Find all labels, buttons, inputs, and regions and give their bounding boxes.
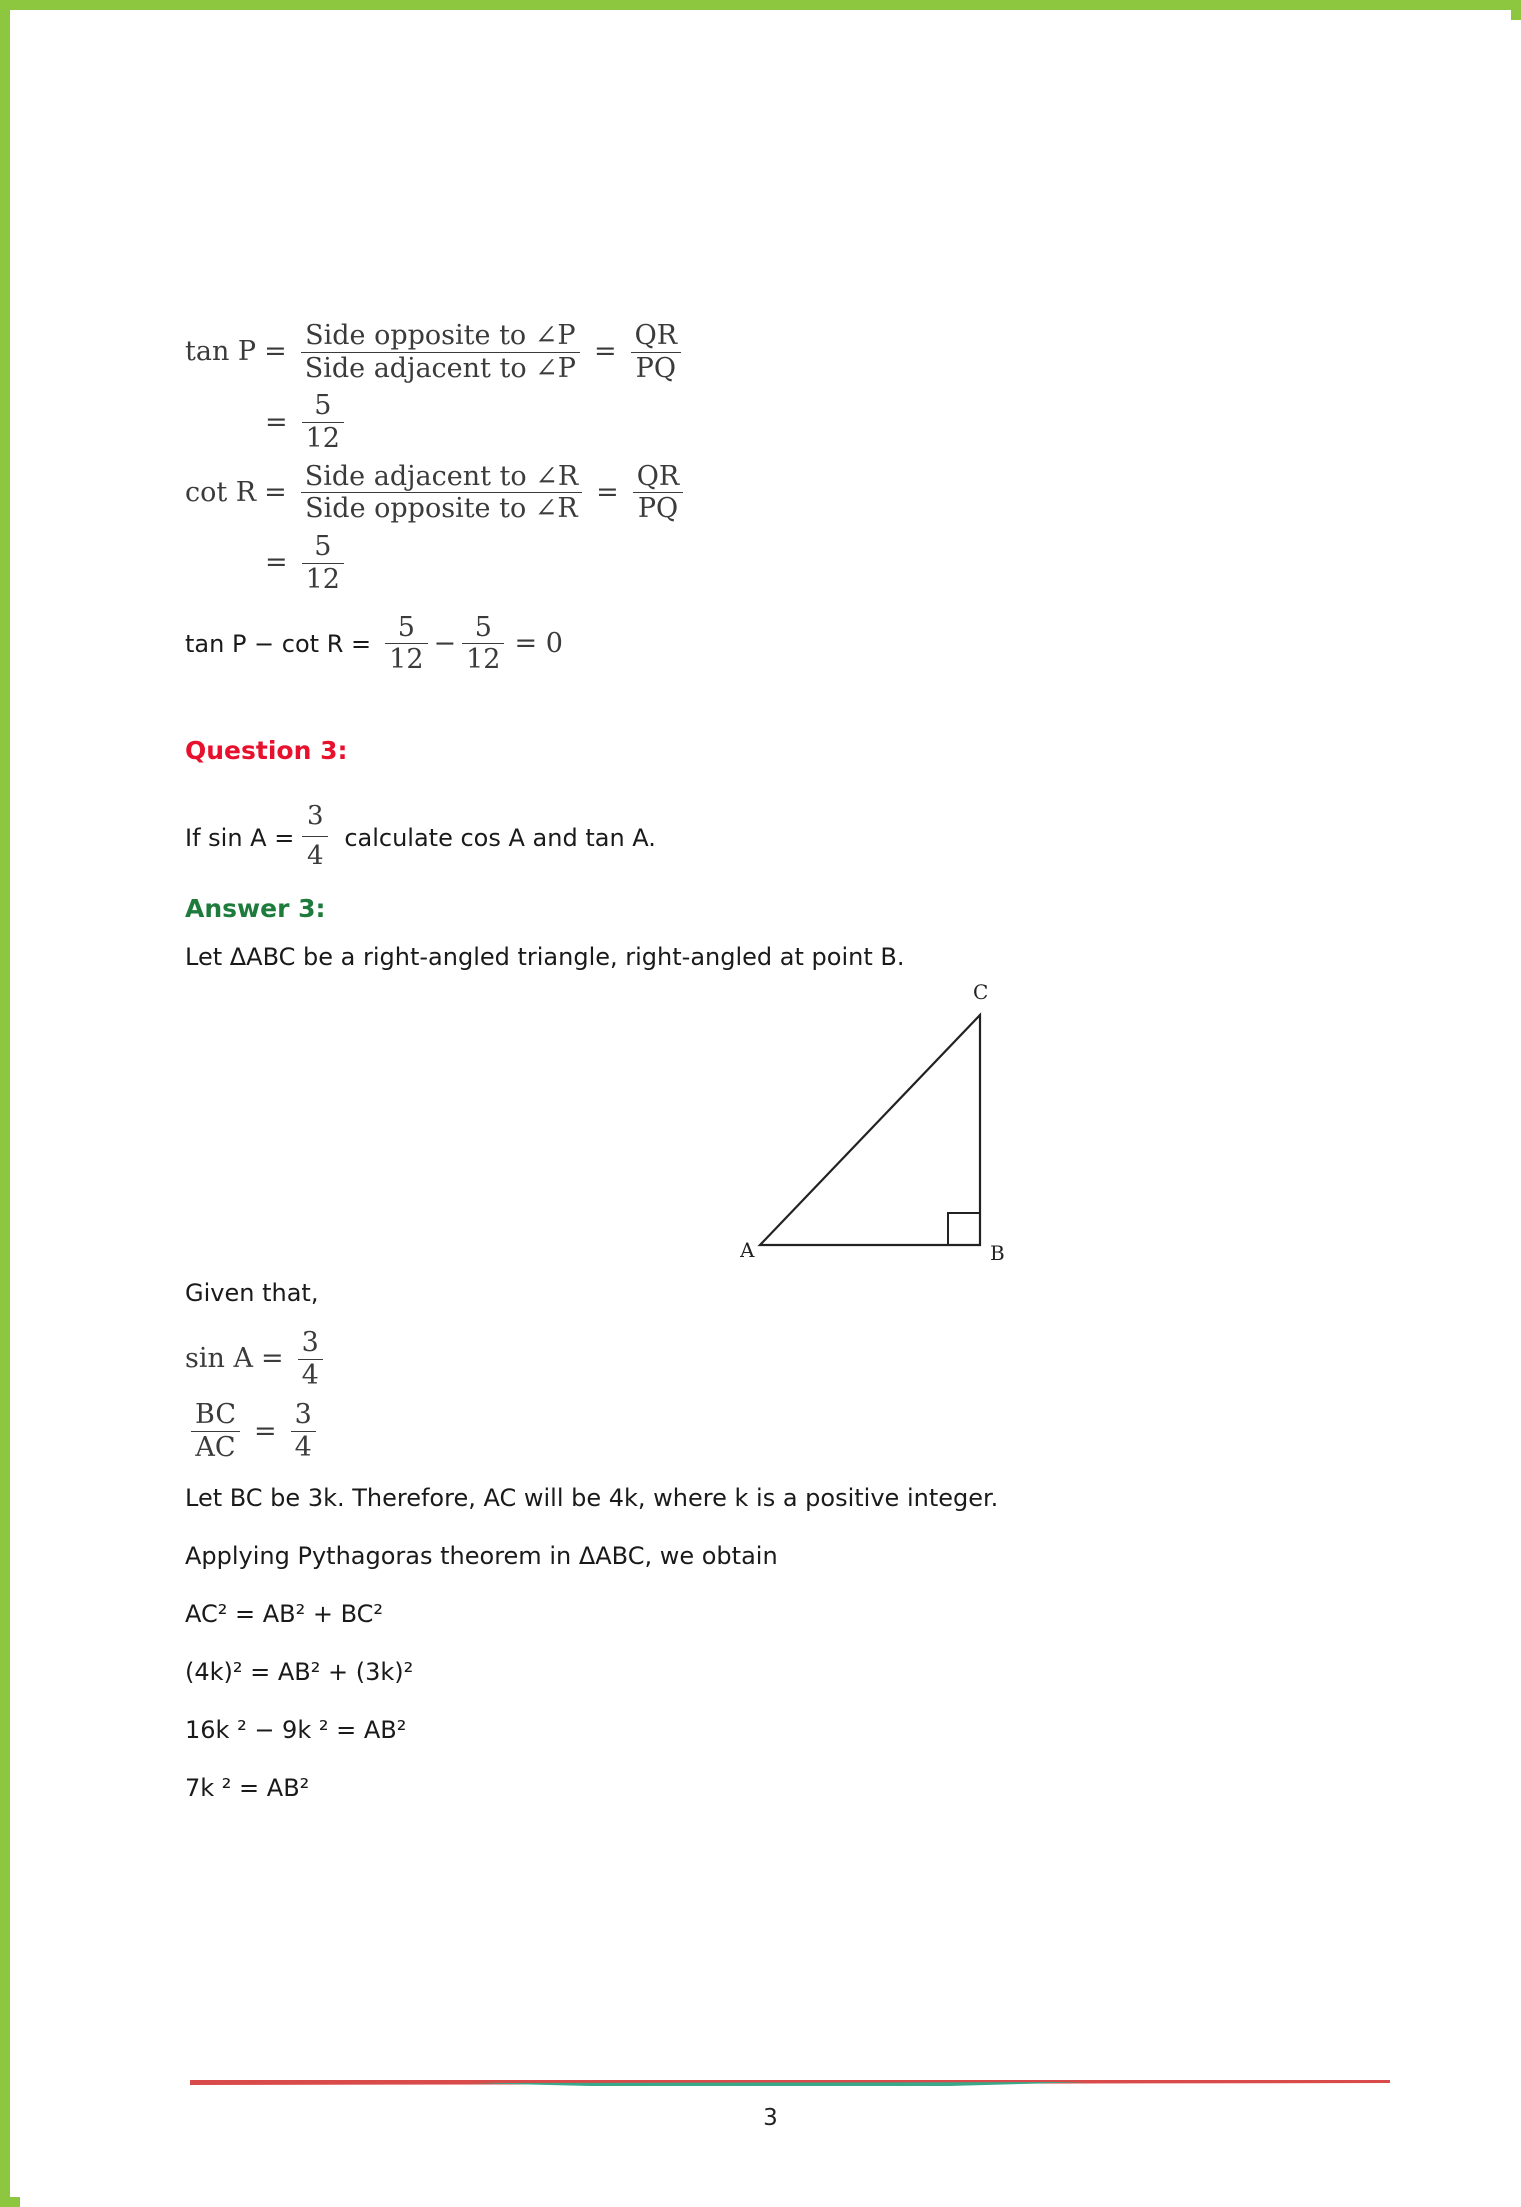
three-fourths-fraction xyxy=(291,1399,316,1463)
equals-sign: = xyxy=(254,1415,277,1447)
vertex-label-a: A xyxy=(740,1237,755,1262)
vertex-label-b: B xyxy=(990,1240,1005,1265)
equals-sign: = xyxy=(264,336,287,368)
five-twelfths-fraction-2 xyxy=(462,612,504,676)
tanP-minus-cotR-label: tan P − cot R = xyxy=(185,629,372,658)
fraction-denominator: 4 xyxy=(307,840,324,871)
fraction-numerator: 3 xyxy=(301,1326,319,1358)
fraction-numerator: 5 xyxy=(397,611,415,643)
step-line: 16k ² − 9k ² = AB² xyxy=(185,1715,407,1744)
fraction-numerator: QR xyxy=(636,460,680,492)
minus-sign: − xyxy=(433,627,457,659)
math-line-tanP xyxy=(185,320,1385,384)
fraction-numerator: 3 xyxy=(307,800,324,831)
fraction-denominator: 4 xyxy=(301,1359,319,1391)
right-angle-marker-icon xyxy=(948,1213,980,1245)
fraction-denominator: 4 xyxy=(294,1431,312,1463)
equals-sign: = xyxy=(593,336,617,368)
step-line: (4k)² = AB² + (3k)² xyxy=(185,1657,414,1686)
five-twelfths-fraction xyxy=(302,390,344,454)
fraction-numerator: 3 xyxy=(294,1399,312,1431)
step-line: 7k ² = AB² xyxy=(185,1773,310,1802)
footer-divider xyxy=(190,2075,1390,2089)
fraction-numerator: Side adjacent to ∠R xyxy=(304,460,579,492)
math-line-difference xyxy=(185,612,1385,676)
three-fourths-fraction xyxy=(298,1327,323,1391)
fraction-denominator: PQ xyxy=(637,493,679,525)
given-math-block xyxy=(185,1327,1385,1464)
tanP-label: tan P xyxy=(185,336,257,368)
five-twelfths-fraction-1 xyxy=(385,612,427,676)
triangle-figure-wrap xyxy=(185,975,1385,1275)
page-canvas xyxy=(20,20,1521,2207)
fraction-numerator: BC xyxy=(195,1399,237,1431)
equals-sign: = xyxy=(265,547,288,579)
question-text-before: If sin A = xyxy=(185,824,295,853)
bc-over-ac-fraction xyxy=(191,1399,240,1463)
fraction-denominator: PQ xyxy=(635,352,676,384)
fraction-numerator: Side opposite to ∠P xyxy=(305,320,576,351)
math-block-tanP-cotR xyxy=(185,320,1385,596)
ratio-fraction-p xyxy=(301,320,580,384)
math-line-cotR xyxy=(185,461,1385,525)
fraction-numerator: QR xyxy=(634,320,678,351)
question-3-text xyxy=(185,799,1385,878)
answer-3-heading: Answer 3: xyxy=(185,893,326,923)
qr-pq-fraction xyxy=(633,461,683,525)
step-line: Applying Pythagoras theorem in ΔABC, we obtain xyxy=(185,1541,778,1570)
fraction-denominator: Side adjacent to ∠P xyxy=(304,352,576,384)
given-math-line-1 xyxy=(185,1327,1385,1391)
solution-steps xyxy=(185,1480,1385,1806)
equals-sign: = xyxy=(260,1343,284,1375)
five-twelfths-fraction xyxy=(302,531,344,595)
given-that-label: Given that, xyxy=(185,1278,319,1307)
difference-result: = 0 xyxy=(514,627,563,659)
answer-3-line-1: Let ΔABC be a right-angled triangle, right-angled at point B. xyxy=(185,942,905,971)
fraction-denominator: 12 xyxy=(305,423,340,455)
document-content xyxy=(185,320,1385,1806)
triangle-shape xyxy=(760,1015,980,1245)
fraction-numerator: 5 xyxy=(314,531,332,563)
math-line-tanP-value xyxy=(257,390,1385,454)
fraction-denominator: 12 xyxy=(466,644,501,676)
qr-pq-fraction xyxy=(631,320,681,384)
fraction-denominator: 12 xyxy=(389,644,424,676)
equals-sign: = xyxy=(264,477,287,509)
triangle-abc-figure xyxy=(740,975,1040,1279)
fraction-numerator: 5 xyxy=(314,390,332,422)
footer-divider-svg xyxy=(190,2076,1390,2090)
fraction-denominator: AC xyxy=(195,1431,236,1463)
equals-sign: = xyxy=(265,406,288,438)
question-text-after: calculate cos A and tan A. xyxy=(344,824,656,853)
equals-sign: = xyxy=(596,477,619,509)
math-line-cotR-value xyxy=(257,531,1385,595)
step-line: Let BC be 3k. Therefore, AC will be 4k, where k is a positive integer. xyxy=(185,1483,999,1512)
fraction-denominator: 12 xyxy=(305,563,340,595)
fraction-numerator: 5 xyxy=(474,611,492,643)
fraction-denominator: Side opposite to ∠R xyxy=(305,493,578,525)
step-line: AC² = AB² + BC² xyxy=(185,1599,384,1628)
three-fourths-fraction xyxy=(302,797,328,876)
given-math-line-2 xyxy=(185,1399,1385,1463)
ratio-fraction-r xyxy=(301,461,582,525)
page-number: 3 xyxy=(763,2105,778,2131)
cotR-label: cot R xyxy=(185,477,257,509)
triangle-abc-svg xyxy=(740,975,1040,1275)
vertex-label-c: C xyxy=(973,979,989,1004)
sinA-label: sin A xyxy=(185,1343,253,1375)
question-3-heading: Question 3: xyxy=(185,735,348,765)
